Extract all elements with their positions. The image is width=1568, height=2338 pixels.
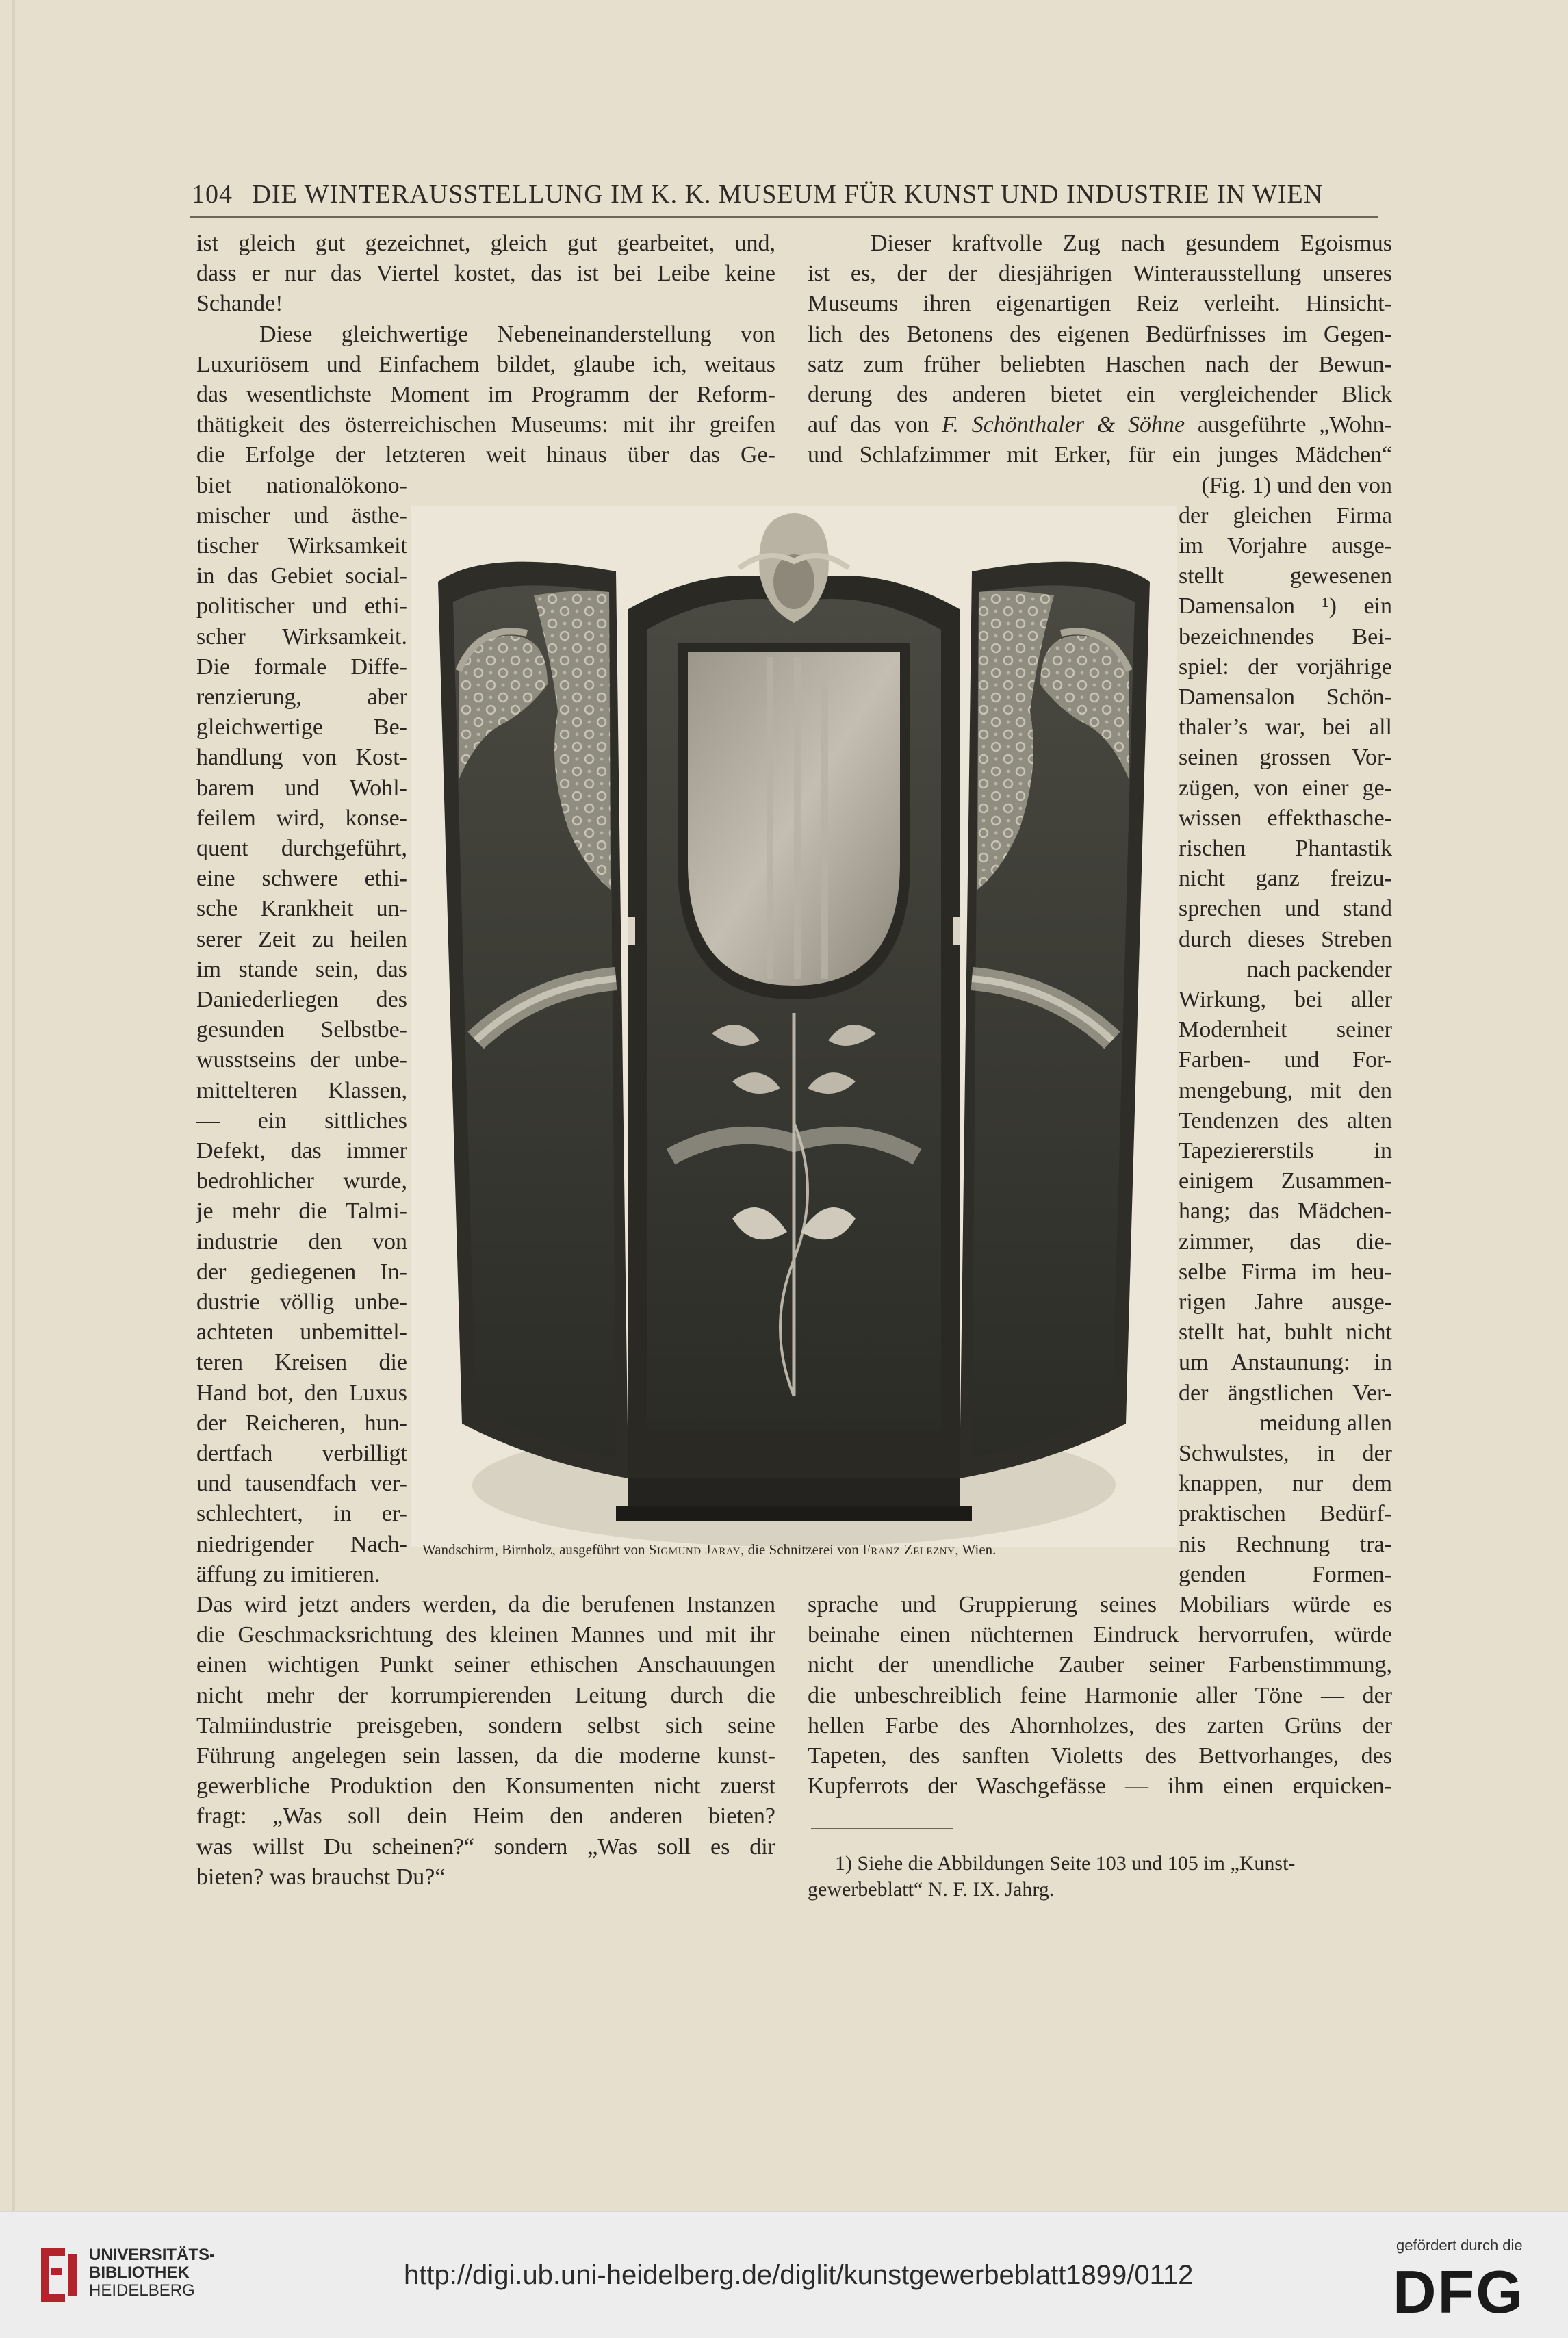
text-line: zimmer, das die- (1179, 1229, 1392, 1255)
text-line: und Schlafzimmer mit Erker, für ein junges Mädchen“ (808, 442, 1392, 468)
text-line: der Reicheren, hun- (196, 1410, 407, 1436)
text-line: der gleichen Firma (1179, 502, 1392, 528)
text-line: stellt hat, buhlt nicht (1179, 1320, 1392, 1346)
text-line: Das wird jetzt anders werden, da die berufenen Instanzen (196, 1592, 775, 1617)
text-line: Diese gleichwertige Nebeneinanderstellung von (259, 321, 775, 347)
text-line: einigem Zusammen- (1179, 1168, 1392, 1194)
text-line: Museums ihren eigenartigen Reiz verleiht. Hinsicht- (808, 291, 1392, 317)
text-line: nach packender (1246, 956, 1392, 982)
sponsor-label: gefördert durch die (1396, 2237, 1523, 2254)
text-fragment: auf das von (808, 412, 942, 438)
text-line: bedrohlicher wurde, (196, 1168, 407, 1194)
text-line: sche Krankheit un- (196, 896, 407, 922)
text-line: spiel: der vorjährige (1179, 654, 1392, 680)
text-line: mengebung, mit den (1179, 1077, 1392, 1103)
text-line: sprache und Gruppierung seines Mobiliars würde es (808, 1592, 1392, 1617)
text-line: hellen Farbe des Ahornholzes, des zarten Grüns der (808, 1712, 1392, 1738)
text-line: der gediegenen In- (196, 1259, 407, 1285)
text-line: barem und Wohl- (196, 775, 407, 801)
text-line: die Geschmacksrichtung des kleinen Mannes und mit ihr (196, 1622, 775, 1648)
text-line: wissen effekthasche- (1179, 805, 1392, 831)
running-head (192, 179, 1376, 209)
text-line: renzierung, aber (196, 684, 407, 710)
text-line: Schande! (196, 291, 283, 317)
text-line: nis Rechnung tra- (1179, 1531, 1392, 1557)
permalink-url[interactable]: http://digi.ub.uni-heidelberg.de/diglit/kunstgewerbeblatt1899/0112 (404, 2260, 1194, 2290)
text-line: tischer Wirksamkeit (196, 533, 407, 558)
text-line: nicht mehr der korrumpierenden Leitung durch die (196, 1682, 775, 1708)
text-line: seinen grossen Vor- (1179, 745, 1392, 771)
text-line: und tausendfach ver- (196, 1471, 407, 1497)
text-line: quent durchgeführt, (196, 836, 407, 861)
text-line: bezeichnendes Bei- (1179, 624, 1392, 650)
text-line: mischer und ästhe- (196, 502, 407, 528)
figure-caption (422, 1540, 1568, 1559)
text-line: ist gleich gut gezeichnet, gleich gut gearbeitet, und, (196, 231, 775, 256)
text-line: gleichwertige Be- (196, 715, 407, 741)
text-line: sprechen und stand (1179, 896, 1392, 922)
text-line: Schwulstes, in der (1179, 1441, 1392, 1466)
text-line: hang; das Mädchen- (1179, 1198, 1392, 1224)
text-fragment: ausgeführte „Wohn- (1185, 412, 1392, 438)
text-line: politischer und ethi- (196, 593, 407, 619)
text-line: mittelteren Klassen, (196, 1077, 407, 1103)
text-line: Defekt, das immer (196, 1138, 407, 1164)
text-line: nicht der unendliche Zauber seiner Farbenstimmung, (808, 1652, 1392, 1678)
text-line: bieten? was brauchst Du?“ (196, 1864, 446, 1890)
page-edge (12, 0, 15, 2211)
firm-name: F. Schönthaler & Söhne (942, 412, 1185, 438)
text-line: praktischen Bedürf- (1179, 1501, 1392, 1527)
text-line: Talmiindustrie preisgeben, sondern selbst sich seine (196, 1712, 775, 1738)
text-line: thätigkeit des österreichischen Museums: mit ihr greifen (196, 412, 775, 438)
text-line: Daniederliegen des (196, 987, 407, 1012)
text-line: Tapeziererstils in (1179, 1138, 1392, 1164)
text-line: um Anstaunung: in (1179, 1350, 1392, 1376)
text-line: Wirkung, bei aller (1179, 987, 1392, 1012)
text-line: rigen Jahre ausge- (1179, 1289, 1392, 1315)
text-line: durch dieses Streben (1179, 926, 1392, 952)
text-line: genden Formen- (1179, 1561, 1392, 1587)
text-line: gewerbliche Produktion den Konsumenten nicht zuerst (196, 1773, 775, 1799)
text-line: im stande sein, das (196, 956, 407, 982)
caption-name: Sigmund Jaray (648, 1541, 741, 1558)
footnote-line: 1) Siehe die Abbildungen Seite 103 und 105 im „Kunst- (835, 1852, 1296, 1875)
text-line: zügen, von einer ge- (1179, 775, 1392, 801)
text-line: Damensalon ¹) ein (1179, 593, 1392, 619)
text-line: teren Kreisen die (196, 1350, 407, 1376)
text-line: Hand bot, den Luxus (196, 1380, 407, 1406)
text-line: derung des anderen bietet ein vergleichender Blick (808, 382, 1392, 407)
text-line: knappen, nur dem (1179, 1471, 1392, 1497)
text-line: schlechtert, in er- (196, 1501, 407, 1527)
text-line: Führung angelegen sein lassen, da die moderne kunst- (196, 1743, 775, 1769)
text-line: dustrie völlig unbe- (196, 1289, 407, 1315)
text-line: die Erfolge der letzteren weit hinaus über das Ge- (196, 442, 775, 468)
text-line: die unbeschreiblich feine Harmonie aller Töne — der (808, 1682, 1392, 1708)
text-line: niedrigender Nach- (196, 1531, 407, 1557)
text-line: Tapeten, des sanften Violetts des Bettvorhanges, des (808, 1743, 1392, 1769)
text-line: Die formale Diffe- (196, 654, 407, 680)
text-line: Farben- und For- (1179, 1047, 1392, 1073)
text-line: thaler’s war, bei all (1179, 715, 1392, 741)
text-line: achteten unbemittel- (196, 1320, 407, 1346)
footnote-rule (811, 1828, 953, 1829)
caption-text: Wandschirm, Birnholz, ausgeführt von (422, 1541, 649, 1558)
text-line: gesunden Selbstbe- (196, 1017, 407, 1043)
footnote-line: gewerbeblatt“ N. F. IX. Jahrg. (808, 1878, 1055, 1901)
text-line: Tendenzen des alten (1179, 1107, 1392, 1133)
text-line: rischen Phantastik (1179, 836, 1392, 861)
viewer-footer (0, 2211, 1568, 2338)
text-line: serer Zeit zu heilen (196, 926, 407, 952)
text-line: biet nationalökono- (196, 472, 407, 498)
dfg-logo: DFG (1393, 2258, 1524, 2326)
header-rule (190, 216, 1378, 218)
library-name (89, 2246, 215, 2300)
text-line: beinahe einen nüchternen Eindruck hervorrufen, würde (808, 1622, 1392, 1648)
caption-text: , die Schnitzerei von (741, 1541, 863, 1558)
text-line: feilem wird, konse- (196, 805, 407, 831)
running-title: DIE WINTERAUSSTELLUNG IM K. K. MUSEUM FÜR KUNST UND INDUSTRIE IN WIEN (252, 180, 1324, 209)
library-logo-icon (34, 2241, 82, 2313)
text-line: handlung von Kost- (196, 745, 407, 771)
text-line: Damensalon Schön- (1179, 684, 1392, 710)
text-line: im Vorjahre ausge- (1179, 533, 1392, 558)
text-line: stellt gewesenen (1179, 563, 1392, 589)
text-line: lich des Betonens des eigenen Bedürfnisses im Gegen- (808, 321, 1392, 347)
text-line: eine schwere ethi- (196, 866, 407, 892)
folding-screen-illustration (411, 506, 1177, 1547)
text-line: Dieser kraftvolle Zug nach gesundem Egoismus (871, 231, 1392, 256)
text-line: industrie den von (196, 1229, 407, 1255)
text-line: dertfach verbilligt (196, 1441, 407, 1466)
text-line: (Fig. 1) und den von (1201, 472, 1392, 498)
text-line: das wesentlichste Moment im Programm der Reform- (196, 382, 775, 407)
page-number: 104 (192, 180, 233, 209)
text-line: dass er nur das Viertel kostet, das ist bei Leibe keine (196, 261, 775, 287)
text-line: — ein sittliches (196, 1107, 407, 1133)
text-line: nicht ganz freizu- (1179, 866, 1392, 892)
caption-text: , Wien. (955, 1541, 997, 1558)
text-line: was willst Du scheinen?“ sondern „Was soll es dir (196, 1834, 775, 1860)
text-line: äffung zu imitieren. (196, 1561, 381, 1587)
text-line: je mehr die Talmi- (196, 1198, 407, 1224)
text-line: wusstseins der unbe- (196, 1047, 407, 1073)
text-line: Kupferrots der Waschgefässe — ihm einen erquicken- (808, 1773, 1392, 1799)
text-line: meidung allen (1259, 1410, 1392, 1436)
library-name-line: UNIVERSITÄTS- (89, 2246, 216, 2264)
text-line: fragt: „Was soll dein Heim den anderen bieten? (196, 1803, 775, 1829)
text-line: ist es, der der diesjährigen Winterausstellung unseres (808, 261, 1392, 287)
text-line: selbe Firma im heu- (1179, 1259, 1392, 1285)
library-name-line: BIBLIOTHEK (89, 2263, 190, 2282)
text-line: in das Gebiet social- (196, 563, 407, 589)
text-line: Luxuriösem und Einfachem bildet, glaube ich, weitaus (196, 351, 775, 377)
text-line: der ängstlichen Ver- (1179, 1380, 1392, 1406)
text-line: scher Wirksamkeit. (196, 624, 407, 650)
caption-name: Franz Zelezny (862, 1541, 955, 1558)
library-name-line: HEIDELBERG (89, 2281, 195, 2300)
text-line: einen wichtigen Punkt seiner ethischen Anschauungen (196, 1652, 775, 1678)
text-line: Modernheit seiner (1179, 1017, 1392, 1043)
text-line (808, 410, 1392, 440)
text-line: satz zum früher beliebten Haschen nach der Bewun- (808, 351, 1392, 377)
